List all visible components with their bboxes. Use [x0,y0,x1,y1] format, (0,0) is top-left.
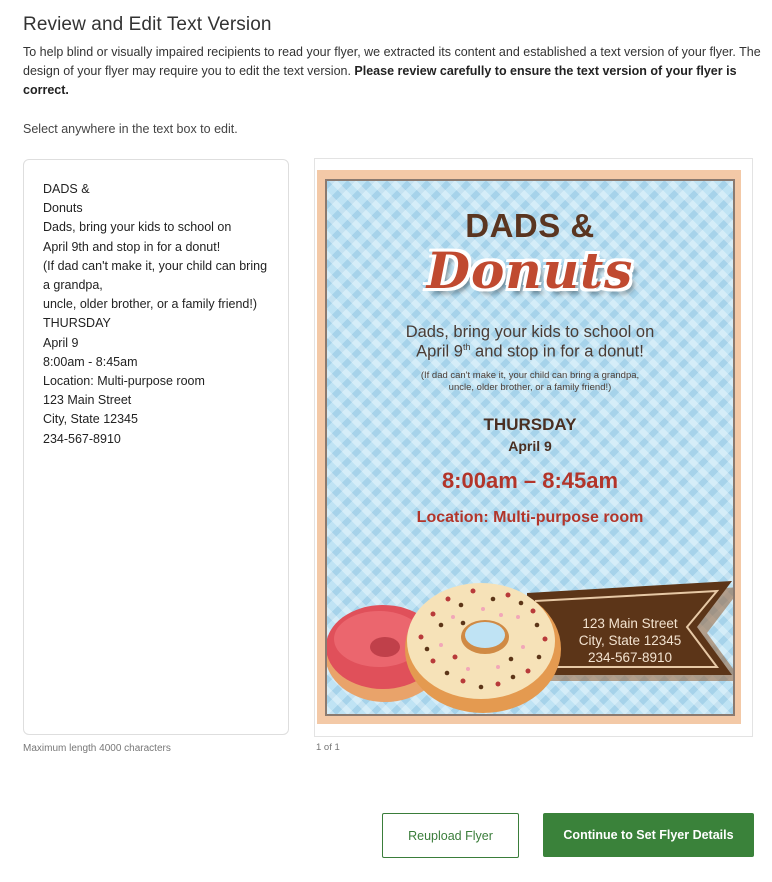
flyer-address-1: 123 Main Street [582,616,678,631]
intro-bold-text: Please review carefully to ensure the text version of your flyer is correct. [23,64,737,97]
flyer-panel [325,179,735,716]
flyer-small-line-2: uncle, older brother, or a family friend!) [448,382,612,393]
flyer-small-text [327,370,733,394]
flyer-day: THURSDAY [483,415,577,434]
page-title: Review and Edit Text Version [23,14,272,35]
flyer-image [317,170,741,724]
intro-text [23,43,763,100]
flyer-phone: 234-567-8910 [587,650,673,665]
flyer-line-2-pre: April 9 [416,342,463,361]
flyer-script-title: Donuts [426,241,634,300]
flyer-line-2 [327,342,733,362]
flyer-heading: DADS & [465,207,595,244]
flyer-line-2-sup: th [462,342,471,352]
page-count: 1 of 1 [316,742,340,753]
donuts-illustration [325,559,583,716]
continue-button[interactable]: Continue to Set Flyer Details [543,813,754,857]
intro-normal-text: To help blind or visually impaired recipients to read your flyer, we extracted its content and established a text version of your flyer. The design of your flyer may require you to edit the text version. [23,45,761,78]
flyer-preview [314,158,753,737]
flyer-line-2-post: and stop in for a donut! [470,342,644,361]
flyer-time: 8:00am – 8:45am [441,468,619,493]
flyer-date: April 9 [508,438,552,454]
max-length-note: Maximum length 4000 characters [23,743,171,754]
flyer-address-2: City, State 12345 [578,633,682,648]
edit-hint: Select anywhere in the text box to edit. [23,122,238,136]
reupload-flyer-button[interactable]: Reupload Flyer [382,813,519,858]
text-version-editor[interactable]: DADS & Donuts Dads, bring your kids to school on April 9th and stop in for a donut! (If dad can't make it, your child can bring a grandpa, uncle, older brother, or a family friend!) THURSDAY April 9 8:00am - 8:45am Location: Multi-purpose room 123 Main Street City, State 12345 234-567-8910 [23,159,289,735]
flyer-location: Location: Multi-purpose room [416,509,644,526]
flyer-small-line-1: (If dad can't make it, your child can bring a grandpa, [420,370,640,381]
flyer-line-1: Dads, bring your kids to school on [405,323,655,341]
